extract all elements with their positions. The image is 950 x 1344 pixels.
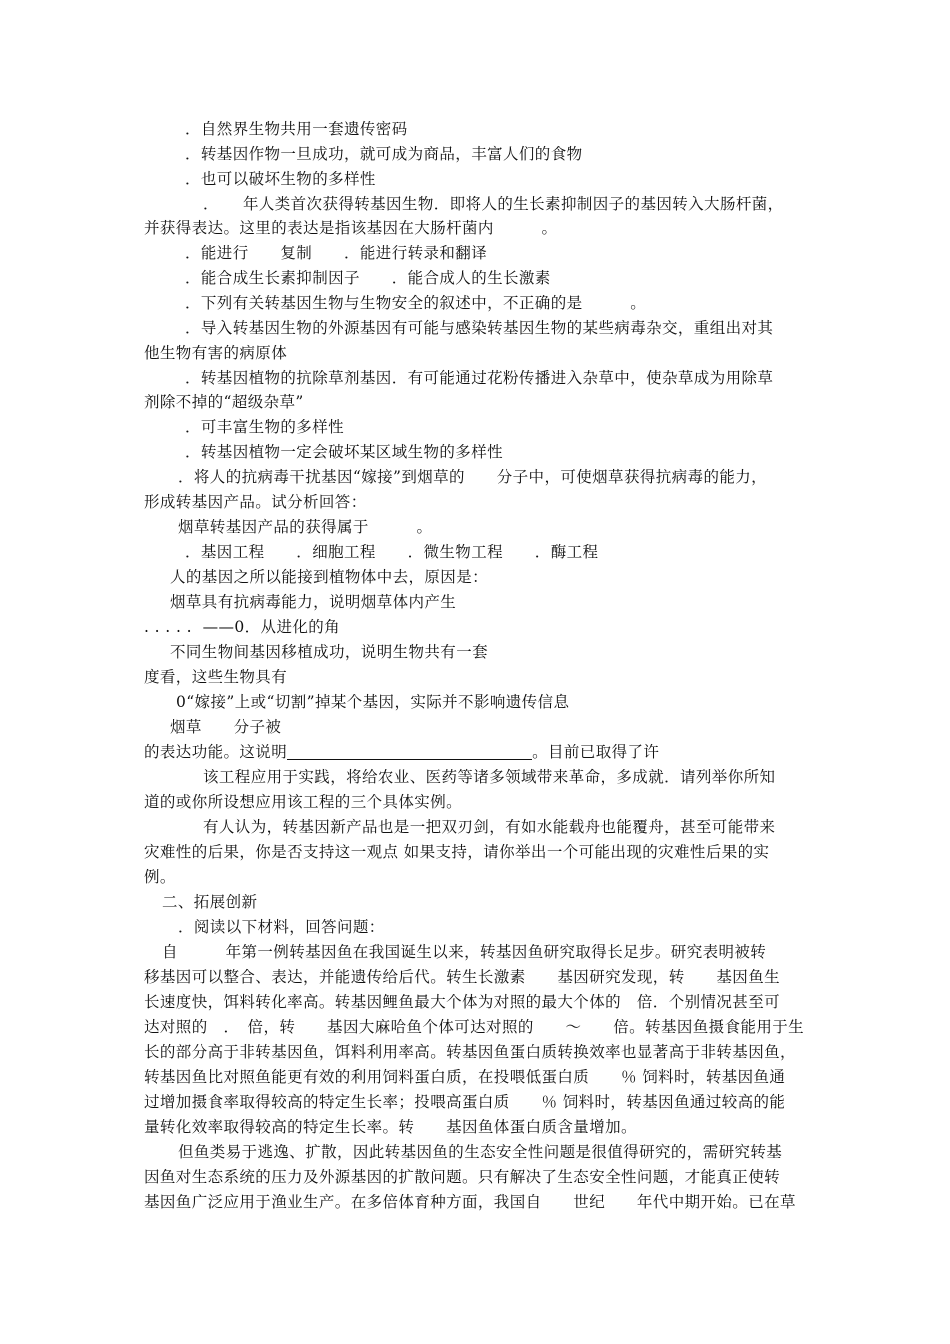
text-line: ．转基因植物的抗除草剂基因．有可能通过花粉传播进入杂草中，使杂草成为用除草 <box>185 369 774 387</box>
text-line: ．可丰富生物的多样性 <box>185 418 345 436</box>
section-heading: 二、拓展创新 <box>162 893 258 911</box>
text-line: 剂除不掉的“超级杂草” <box>144 393 304 411</box>
text-line: ．下列有关转基因生物与生物安全的叙述中，不正确的是 。 <box>185 294 647 312</box>
text-line: ．将人的抗病毒干扰基因“嫁接”到烟草的 分子中，可使烟草获得抗病毒的能力， <box>178 468 768 486</box>
text-line: 烟草 分子被 <box>170 718 282 736</box>
text-line: 因鱼对生态系统的压力及外源基因的扩散问题。只有解决了生态安全性问题，才能真正使转 <box>144 1168 781 1186</box>
text-line: 烟草转基因产品的获得属于 。 <box>178 518 433 536</box>
text-line: 烟草具有抗病毒能力，说明烟草体内产生 <box>170 593 457 611</box>
text-line: ．能合成生长素抑制因子 ．能合成人的生长激素 <box>185 269 551 287</box>
text-line: 量转化效率取得较高的特定生长率。转 基因鱼体蛋白质含量增加。 <box>144 1118 637 1136</box>
text-line: ．转基因植物一定会破坏某区域生物的多样性 <box>185 443 504 461</box>
text-line: ．转基因作物一旦成功，就可成为商品，丰富人们的食物 <box>185 145 583 163</box>
text-line: 移基因可以整合、表达，并能遗传给后代。转生长激素 基因研究发现，转 基因鱼生 <box>144 968 781 986</box>
text-line: 度看，这些生物具有 <box>144 668 288 686</box>
text-line: 灾难性的后果，你是否支持这一观点 如果支持，请你举出一个可能出现的灾难性后果的实 <box>144 843 770 861</box>
text-line: 例。 <box>144 868 176 886</box>
text-line: 不同生物间基因移植成功，说明生物共有一套 <box>170 643 489 661</box>
text-line: 但鱼类易于逃逸、扩散，因此转基因鱼的生态安全性问题是很值得研究的，需研究转基 <box>178 1143 783 1161</box>
text-line: 自 年第一例转基因鱼在我国诞生以来，转基因鱼研究取得长足步。研究表明被转 <box>162 943 767 961</box>
text-line: 长的部分高于非转基因鱼，饵料利用率高。转基因鱼蛋白质转换效率也显著高于非转基因鱼， <box>144 1043 796 1061</box>
text-line: . . . . . ——0．从进化的角 <box>144 618 341 636</box>
text-line <box>144 741 659 763</box>
text-fragment: 。目前已取得了许 <box>532 743 660 761</box>
text-line: 人的基因之所以能接到植物体中去，原因是： <box>170 568 489 586</box>
text-line: 基因鱼广泛应用于渔业生产。在多倍体育种方面，我国自 世纪 年代中期开始。已在草 <box>144 1193 796 1211</box>
text-line: 过增加摄食率取得较高的特定生长率；投喂高蛋白质 ％ 饲料时，转基因鱼通过较高的能 <box>144 1093 786 1111</box>
text-line: 长速度快，饵料转化率高。转基因鲤鱼最大个体为对照的最大个体的 倍．个别情况甚至可 <box>144 993 781 1011</box>
text-line: 他生物有害的病原体 <box>144 344 288 362</box>
text-line: 该工程应用于实践，将给农业、医药等诸多领域带来革命，多成就．请列举你所知 <box>203 768 776 786</box>
text-line: 道的或你所设想应用该工程的三个具体实例。 <box>144 793 463 811</box>
text-line: 形成转基因产品。试分析回答： <box>144 493 367 511</box>
text-line: ．导入转基因生物的外源基因有可能与感染转基因生物的某些病毒杂交，重组出对其 <box>185 319 774 337</box>
text-line: ．基因工程 ．细胞工程 ．微生物工程 ．酶工程 <box>185 543 599 561</box>
text-line: 转基因鱼比对照鱼能更有效的利用饲料蛋白质，在投喂低蛋白质 ％ 饲料时，转基因鱼通 <box>144 1068 786 1086</box>
text-line: ． 年人类首次获得转基因生物．即将人的生长素抑制因子的基因转入大肠杆菌， <box>203 195 784 213</box>
answer-blank <box>287 742 532 760</box>
text-line: 达对照的 ． 倍，转 基因大麻哈鱼个体可达对照的 ～ 倍。转基因鱼摄食能用于生 <box>144 1018 805 1036</box>
text-line: 0“嫁接”上或“切割”掉某个基因，实际并不影响遗传信息 <box>176 693 570 711</box>
text-line: ．自然界生物共用一套遗传密码 <box>185 120 408 138</box>
text-fragment: 的表达功能。这说明 <box>144 743 288 761</box>
text-line: ．阅读以下材料，回答问题： <box>178 918 385 936</box>
text-line: 有人认为，转基因新产品也是一把双刃剑，有如水能载舟也能覆舟，甚至可能带来 <box>203 818 776 836</box>
text-line: ．也可以破坏生物的多样性 <box>185 170 376 188</box>
text-line: ．能进行 复制 ．能进行转录和翻译 <box>185 244 488 262</box>
text-line: 并获得表达。这里的表达是指该基因在大肠杆菌内 。 <box>144 219 558 237</box>
